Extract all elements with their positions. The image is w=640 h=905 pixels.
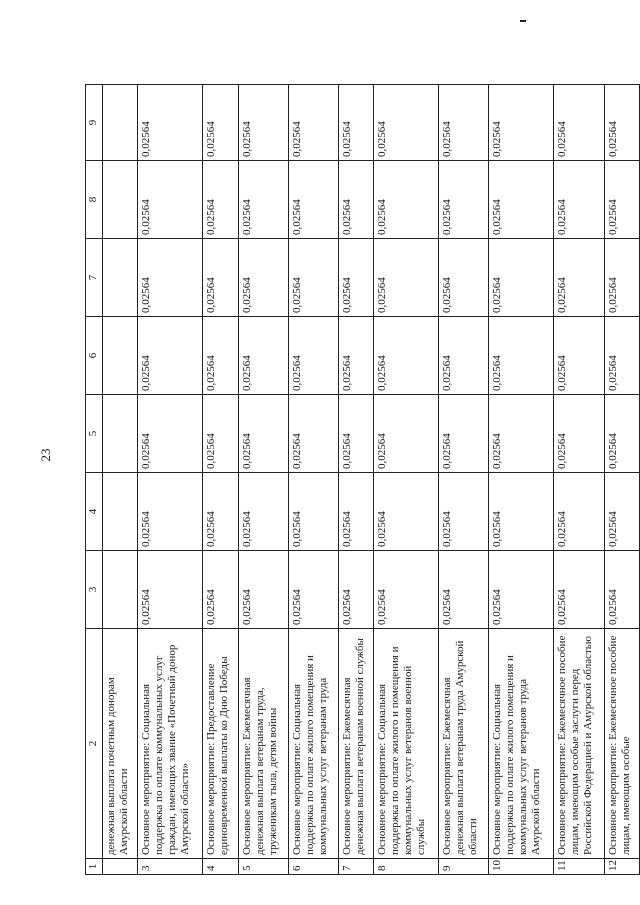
value-cell: 0,02564 <box>288 161 338 239</box>
activity-name-cell: Основное мероприятие: Ежемесячная денежная выплата ветеранам труда, труженикам тыла, детям войны <box>238 629 288 859</box>
header-cell: 8 <box>86 161 103 239</box>
value-cell: 0,02564 <box>203 317 238 395</box>
table-row <box>338 85 373 875</box>
value-cell: 0,02564 <box>489 85 554 161</box>
value-cell: 0,02564 <box>604 551 639 629</box>
activity-name-cell: Основное мероприятие: Социальная поддержка по оплате коммунальных услуг граждан, имеющих звание «Почетный донор Амурской области» <box>138 629 203 859</box>
value-cell: 0,02564 <box>604 473 639 551</box>
value-cell <box>103 551 138 629</box>
value-cell: 0,02564 <box>374 239 439 317</box>
value-cell: 0,02564 <box>138 161 203 239</box>
value-cell: 0,02564 <box>338 85 373 161</box>
header-cell: 5 <box>86 395 103 473</box>
value-cell: 0,02564 <box>374 85 439 161</box>
table-body <box>86 85 640 875</box>
header-row <box>86 85 103 875</box>
page-number: 23 <box>38 448 53 462</box>
value-cell: 0,02564 <box>439 239 489 317</box>
value-cell: 0,02564 <box>439 85 489 161</box>
value-cell: 0,02564 <box>439 395 489 473</box>
value-cell: 0,02564 <box>238 473 288 551</box>
value-cell: 0,02564 <box>554 551 604 629</box>
activity-name-cell: Основное мероприятие: Предоставление единовременной выплаты ко Дню Победы <box>203 629 238 859</box>
activity-name-cell: Основное мероприятие: Ежемесячная денежная выплата ветеранам труда Амурской области <box>439 629 489 859</box>
value-cell: 0,02564 <box>238 85 288 161</box>
row-number-cell: 7 <box>338 859 373 875</box>
value-cell: 0,02564 <box>439 317 489 395</box>
value-cell: 0,02564 <box>554 161 604 239</box>
value-cell: 0,02564 <box>338 317 373 395</box>
value-cell: 0,02564 <box>604 395 639 473</box>
value-cell: 0,02564 <box>238 239 288 317</box>
activity-name-cell: Основное мероприятие: Социальная поддержка по оплате жилого и помещения и коммунальных услуг ветеранов военной службы <box>374 629 439 859</box>
value-cell: 0,02564 <box>489 161 554 239</box>
value-cell <box>103 239 138 317</box>
row-number-cell: 12 <box>604 859 639 875</box>
value-cell: 0,02564 <box>288 85 338 161</box>
value-cell: 0,02564 <box>604 85 639 161</box>
value-cell: 0,02564 <box>338 161 373 239</box>
header-cell: 2 <box>86 629 103 859</box>
scan-mark <box>520 20 526 22</box>
value-cell: 0,02564 <box>489 551 554 629</box>
header-cell: 1 <box>86 859 103 875</box>
table-row <box>554 85 604 875</box>
value-cell <box>103 85 138 161</box>
program-table <box>85 84 640 875</box>
value-cell: 0,02564 <box>238 395 288 473</box>
header-cell: 7 <box>86 239 103 317</box>
value-cell: 0,02564 <box>374 395 439 473</box>
value-cell <box>103 161 138 239</box>
activity-name-cell: Основное мероприятие: Ежемесячная денежная выплата ветеранам военной службы <box>338 629 373 859</box>
table-row <box>439 85 489 875</box>
value-cell: 0,02564 <box>203 239 238 317</box>
value-cell: 0,02564 <box>374 317 439 395</box>
header-cell: 4 <box>86 473 103 551</box>
value-cell: 0,02564 <box>138 239 203 317</box>
value-cell: 0,02564 <box>238 161 288 239</box>
value-cell: 0,02564 <box>374 473 439 551</box>
value-cell: 0,02564 <box>288 473 338 551</box>
value-cell: 0,02564 <box>489 395 554 473</box>
value-cell: 0,02564 <box>338 473 373 551</box>
table-row <box>604 85 639 875</box>
value-cell: 0,02564 <box>138 473 203 551</box>
table-row <box>103 85 138 875</box>
value-cell: 0,02564 <box>489 239 554 317</box>
value-cell: 0,02564 <box>604 239 639 317</box>
value-cell: 0,02564 <box>138 317 203 395</box>
value-cell: 0,02564 <box>439 161 489 239</box>
row-number-cell: 10 <box>489 859 554 875</box>
activity-name-cell: Основное мероприятие: Социальная поддержка по оплате жилого помещения и коммунальных услуг ветеранов труда Амурской области <box>489 629 554 859</box>
value-cell: 0,02564 <box>288 239 338 317</box>
value-cell: 0,02564 <box>203 161 238 239</box>
value-cell: 0,02564 <box>439 551 489 629</box>
value-cell: 0,02564 <box>554 473 604 551</box>
value-cell: 0,02564 <box>203 473 238 551</box>
activity-name-cell: Основное мероприятие: Ежемесячное пособие лицам, имеющим особые <box>604 629 639 859</box>
value-cell: 0,02564 <box>374 161 439 239</box>
rotated-table-wrapper <box>85 85 640 875</box>
value-cell: 0,02564 <box>203 395 238 473</box>
value-cell <box>103 473 138 551</box>
value-cell <box>103 395 138 473</box>
header-cell: 9 <box>86 85 103 161</box>
table-row <box>489 85 554 875</box>
value-cell: 0,02564 <box>288 551 338 629</box>
value-cell: 0,02564 <box>374 551 439 629</box>
activity-name-cell: денежная выплата почетным донорам Амурской области <box>103 629 138 859</box>
value-cell: 0,02564 <box>288 317 338 395</box>
value-cell: 0,02564 <box>604 317 639 395</box>
row-number-cell: 3 <box>138 859 203 875</box>
value-cell: 0,02564 <box>288 395 338 473</box>
row-number-cell: 4 <box>203 859 238 875</box>
row-number-cell: 11 <box>554 859 604 875</box>
value-cell: 0,02564 <box>138 551 203 629</box>
value-cell: 0,02564 <box>238 551 288 629</box>
value-cell: 0,02564 <box>604 161 639 239</box>
value-cell: 0,02564 <box>439 473 489 551</box>
row-number-cell <box>103 859 138 875</box>
value-cell: 0,02564 <box>238 317 288 395</box>
value-cell <box>103 317 138 395</box>
header-cell: 6 <box>86 317 103 395</box>
value-cell: 0,02564 <box>489 317 554 395</box>
value-cell: 0,02564 <box>554 85 604 161</box>
value-cell: 0,02564 <box>489 473 554 551</box>
value-cell: 0,02564 <box>138 395 203 473</box>
row-number-cell: 9 <box>439 859 489 875</box>
header-cell: 3 <box>86 551 103 629</box>
table-row <box>138 85 203 875</box>
value-cell: 0,02564 <box>554 317 604 395</box>
activity-name-cell: Основное мероприятие: Социальная поддержка по оплате жилого помещения и коммунальных услуг ветеранам труда <box>288 629 338 859</box>
row-number-cell: 6 <box>288 859 338 875</box>
row-number-cell: 8 <box>374 859 439 875</box>
value-cell: 0,02564 <box>338 239 373 317</box>
table-row <box>238 85 288 875</box>
value-cell: 0,02564 <box>338 551 373 629</box>
activity-name-cell: Основное мероприятие: Ежемесячное пособие лицам, имеющим особые заслуги перед Российской Федерацией и Амурской областью <box>554 629 604 859</box>
table-row <box>288 85 338 875</box>
value-cell: 0,02564 <box>554 395 604 473</box>
value-cell: 0,02564 <box>203 85 238 161</box>
table-row <box>374 85 439 875</box>
row-number-cell: 5 <box>238 859 288 875</box>
value-cell: 0,02564 <box>138 85 203 161</box>
table-row <box>203 85 238 875</box>
value-cell: 0,02564 <box>203 551 238 629</box>
value-cell: 0,02564 <box>554 239 604 317</box>
value-cell: 0,02564 <box>338 395 373 473</box>
